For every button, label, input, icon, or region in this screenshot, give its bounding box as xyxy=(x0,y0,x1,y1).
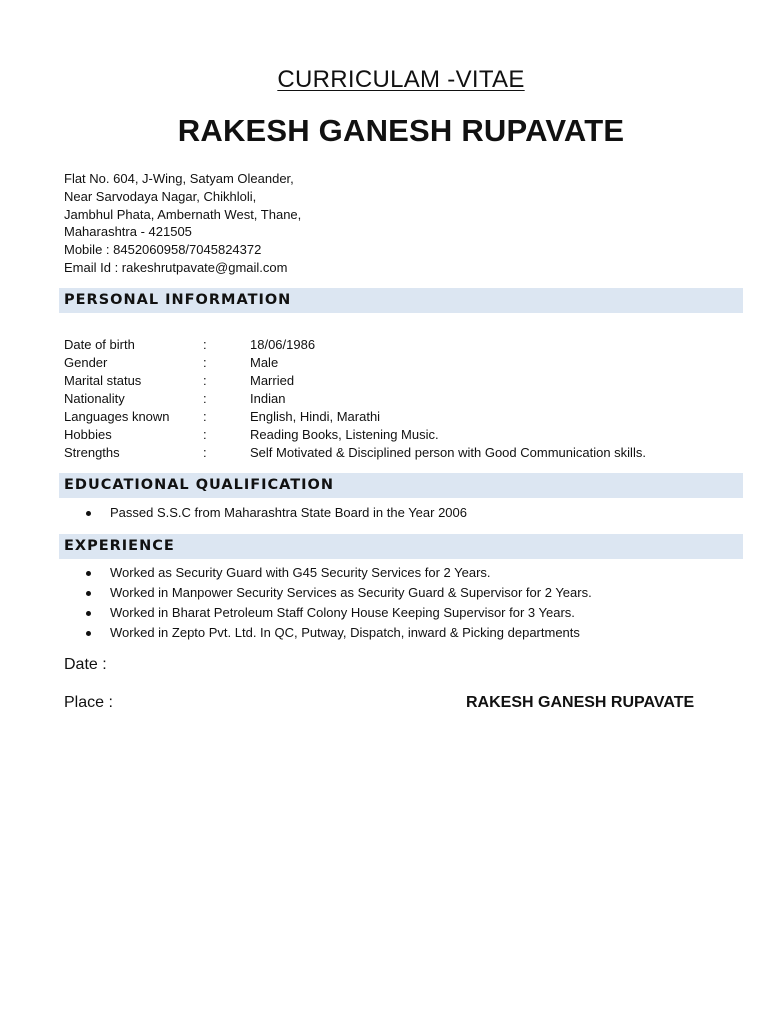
list-item-text: Worked in Zepto Pvt. Ltd. In QC, Putway, Dispatch, inward & Picking departments xyxy=(110,625,580,640)
info-label: Strengths xyxy=(64,445,120,460)
section-title: EDUCATIONAL QUALIFICATION xyxy=(64,477,335,493)
address-line: Maharashtra - 421505 xyxy=(64,224,192,240)
section-header-experience xyxy=(59,534,743,559)
bullet-icon xyxy=(86,591,91,596)
document-title: CURRICULAM -VITAE xyxy=(277,66,525,93)
address-line: Near Sarvodaya Nagar, Chikhloli, xyxy=(64,188,257,204)
list-item-text: Passed S.S.C from Maharashtra State Board in the Year 2006 xyxy=(110,505,467,520)
bullet-icon xyxy=(86,611,91,616)
info-separator: : xyxy=(203,409,207,424)
info-value: 18/06/1986 xyxy=(250,337,316,352)
mobile-line: Mobile : 8452060958/7045824372 xyxy=(64,242,262,258)
info-separator: : xyxy=(203,445,207,460)
info-separator: : xyxy=(203,373,207,388)
info-separator: : xyxy=(203,391,207,406)
list-item-text: Worked in Bharat Petroleum Staff Colony House Keeping Supervisor for 3 Years. xyxy=(110,605,575,620)
info-separator: : xyxy=(203,355,207,370)
list-item-text: Worked as Security Guard with G45 Security Services for 2 Years. xyxy=(110,565,491,580)
list-item-text: Worked in Manpower Security Services as Security Guard & Supervisor for 2 Years. xyxy=(110,585,592,600)
info-separator: : xyxy=(203,337,207,352)
info-value: English, Hindi, Marathi xyxy=(250,409,381,424)
section-header-personal xyxy=(59,288,743,313)
info-value: Indian xyxy=(250,391,286,406)
candidate-name: RAKESH GANESH RUPAVATE xyxy=(177,113,625,148)
section-header-education xyxy=(59,473,743,498)
bullet-icon xyxy=(86,631,91,636)
info-label: Gender xyxy=(64,355,108,370)
place-label: Place : xyxy=(64,694,113,711)
address-line: Jambhul Phata, Ambernath West, Thane, xyxy=(64,206,302,222)
section-title: PERSONAL INFORMATION xyxy=(64,292,292,308)
info-label: Nationality xyxy=(64,391,125,406)
info-separator: : xyxy=(203,427,207,442)
info-value: Married xyxy=(250,373,295,388)
address-block xyxy=(64,170,301,277)
address-line: Flat No. 604, J-Wing, Satyam Oleander, xyxy=(64,171,294,186)
email-line: Email Id : rakeshrutpavate@gmail.com xyxy=(64,259,288,275)
signature-name: RAKESH GANESH RUPAVATE xyxy=(466,694,695,711)
date-label: Date : xyxy=(64,656,107,673)
info-label: Languages known xyxy=(64,409,170,424)
info-label: Date of birth xyxy=(64,337,135,352)
info-value: Male xyxy=(250,355,279,370)
section-title: EXPERIENCE xyxy=(64,538,175,554)
info-value: Reading Books, Listening Music. xyxy=(250,427,439,442)
bullet-icon xyxy=(86,511,91,516)
info-label: Hobbies xyxy=(64,427,112,442)
info-label: Marital status xyxy=(64,373,142,388)
info-value: Self Motivated & Disciplined person with Good Communication skills. xyxy=(250,445,646,460)
bullet-icon xyxy=(86,571,91,576)
